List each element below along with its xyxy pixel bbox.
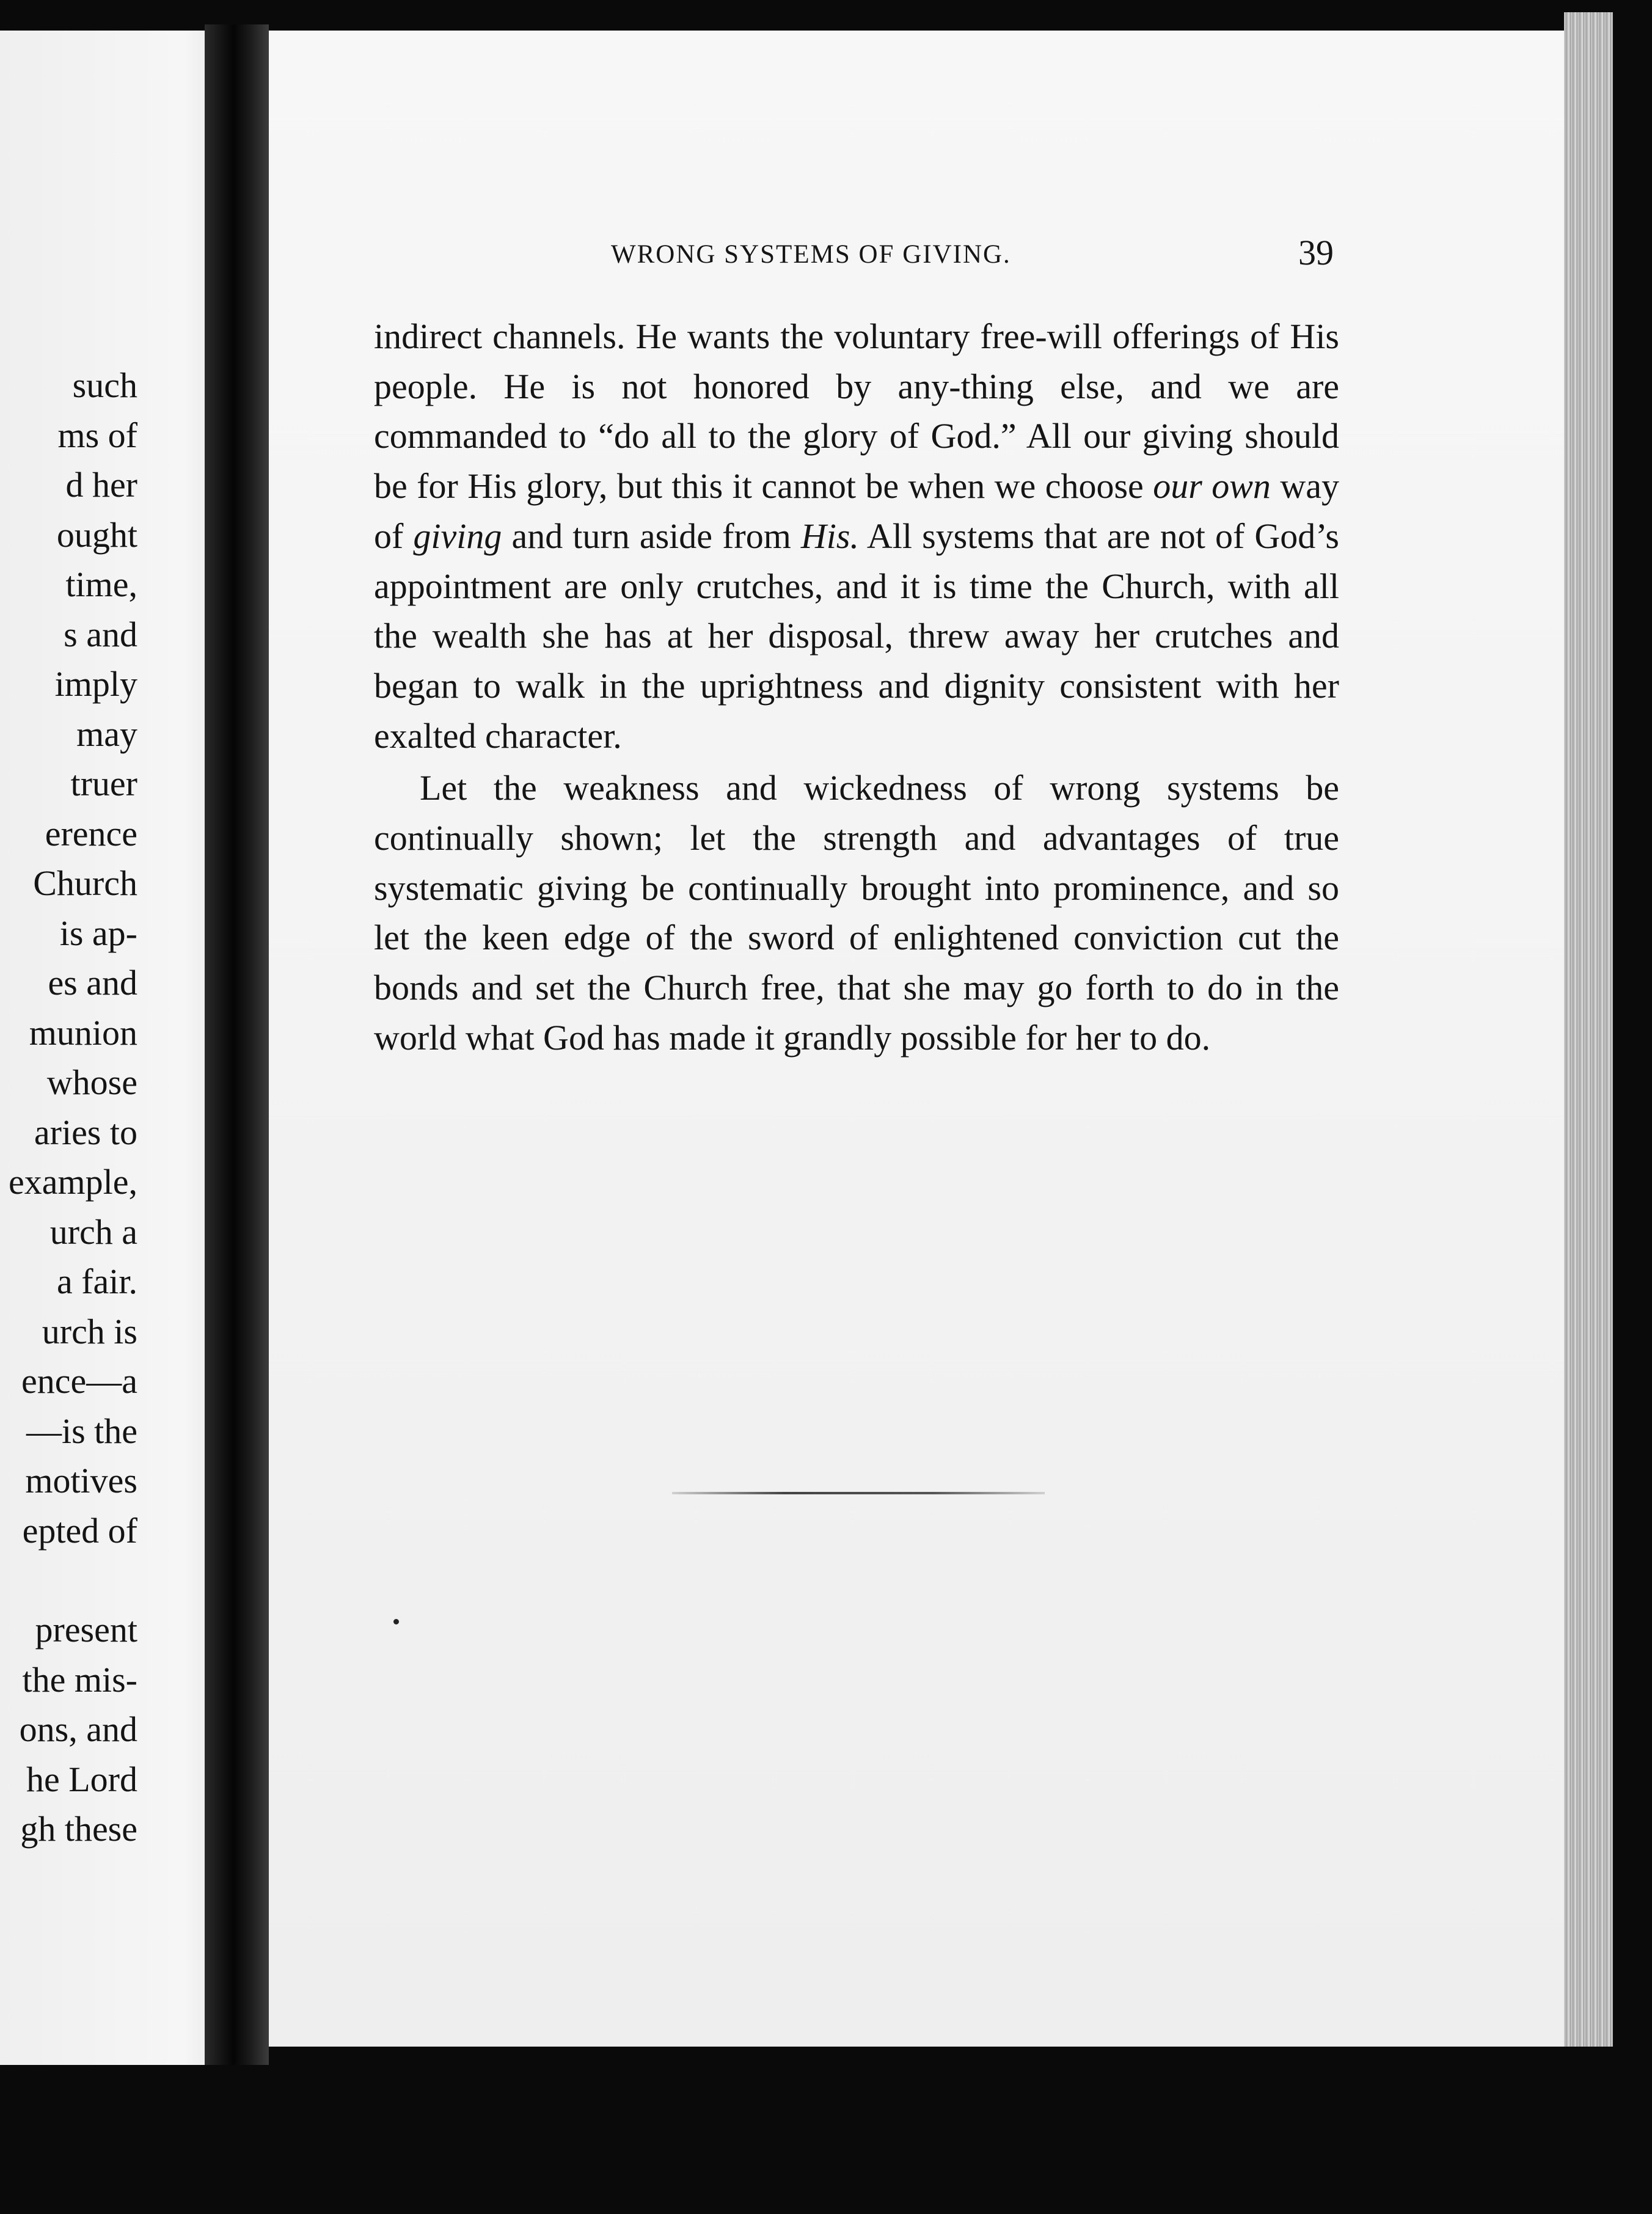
left-page-text [9,360,137,1854]
left-line: es and [48,963,137,1003]
section-end-rule [672,1492,1045,1494]
para1-text: way of [374,466,1339,556]
left-line: epted of [22,1510,137,1551]
paragraph-2: Let the weakness and wickedness of wrong systems be continually shown; let the strength and advantages of true systematic giving be continually brought into prominence, and so let the keen edge of the sword of enlightened conviction cut the bonds and set the Church free, that she may go forth to do in the world what God has made it grandly possible for her to do. [374,768,1339,1058]
book-gutter [205,24,269,2065]
left-line: such [72,365,137,405]
left-line: erence [45,813,137,853]
running-head: WRONG SYSTEMS OF GIVING. [611,240,1011,269]
left-line: a fair. [56,1262,137,1301]
left-line: gh these [20,1809,137,1849]
left-line: is ap- [59,913,137,953]
left-line: he Lord [26,1759,137,1799]
left-line: present [35,1610,137,1650]
left-line-gap [9,1555,137,1605]
para1-italic: giving [413,516,502,556]
left-line: urch is [42,1311,137,1351]
left-line: Church [33,863,137,903]
left-line: ons, and [19,1709,137,1749]
para1-italic: His. [800,516,859,556]
para1-text: indirect channels. He wants the voluntary free-will offerings of His people. He is not honored by any-thing else, and we are commanded to “do all to the glory of God.” All our giving should be for His glory, but this it cannot be when we choose [374,316,1339,506]
left-line: truer [70,764,137,803]
left-line: ought [56,514,137,555]
left-line: urch a [49,1211,137,1252]
left-line: may [76,714,137,754]
left-line: motives [25,1461,137,1500]
left-line: ence—a [21,1361,137,1401]
left-line: imply [54,664,137,704]
left-line: the mis- [22,1659,137,1700]
page-number: 39 [1298,233,1334,272]
para1-italic: our own [1153,466,1271,506]
left-line: example, [9,1162,137,1202]
left-line: d her [65,465,137,505]
paragraph-1 [374,312,1339,761]
left-line: —is the [26,1411,137,1451]
page-edges [1564,12,1613,2047]
page-speck [393,1619,399,1624]
left-line: ms of [57,415,137,455]
para1-text: All systems that are not of God’s appointment are only crutches, and it is time the Church, with all the wealth she has at her disposal, threw away her crutches and began to walk in the uprightness and dignity consistent with her exalted character. [374,516,1339,756]
left-line: munion [29,1012,137,1053]
left-line: whose [46,1062,137,1102]
left-line: time, [65,564,137,604]
left-line: aries to [34,1112,137,1152]
para1-text: and turn aside from [502,516,801,556]
left-line: s and [64,614,137,654]
body-text [374,312,1339,1063]
